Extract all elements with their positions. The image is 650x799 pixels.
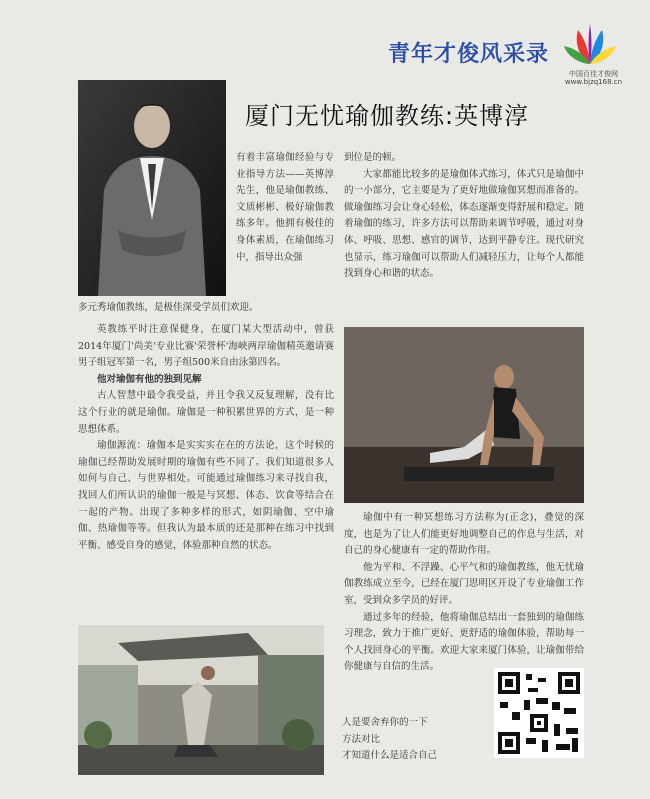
intro-tail: [78, 300, 334, 317]
intro-text: [236, 150, 334, 266]
right-paragraph-experience: 通过多年的经验，他将瑜伽总结出一套独到的瑜伽练习理念，致力于推广更好、更舒适的瑜伽体验，帮助每一个人找回身心的平衡。欢迎大家来厦门体验，让瑜伽带给你健康与自信的生活。: [344, 611, 584, 673]
logo-caption: [556, 70, 631, 86]
right-paragraph-meditation: 瑜伽中有一种冥想练习方法称为(正念)，叠觉的深度，也是为了让人们能更好地调整自己的作息与生活，对自己的身心健康有一定的帮助作用。: [344, 512, 584, 557]
closing-line: 人是要舍弃你的一下: [342, 717, 428, 728]
right-paragraph-studio: 他为平和、不浮躁、心平气和的瑜伽教练，他无忧瑜伽教练成立至今，已经在厦门思明区开设了专业瑜伽工作室，受到众多学员的好评。: [344, 561, 584, 606]
right-column-middle: [344, 510, 584, 673]
article-title: 厦门无忧瑜伽教练:英博淳: [245, 102, 530, 130]
logo-caption-url: www.bjzq168.cn: [564, 78, 623, 86]
organization-logo: [562, 20, 618, 72]
left-column-body: [78, 322, 334, 620]
left-paragraph-philosophy: 古人智慧中最令我受益，并且令我又反复理解，没有比这个行业的就是瑜伽。瑜伽是一种积累世界的方式，是一种思想体系。: [78, 390, 334, 435]
closing-line: 才知道什么是适合自己: [342, 750, 438, 762]
right-column-top: [344, 150, 584, 322]
section-banner-title: 青年才俊风采录: [388, 42, 550, 67]
intro-paragraph: 有着丰富瑜伽经验与专业指导方法——英博淳先生，他是瑜伽教练、文质彬彬、极好瑜伽教练多年。他拥有极佳的身体素质，在瑜伽练习中，指导出众强: [236, 152, 334, 263]
yoga-pose-photo: [344, 327, 584, 503]
logo-caption-name: 中国百佳才俊网: [569, 70, 618, 78]
qr-code: [494, 668, 584, 758]
closing-lines: [342, 715, 482, 765]
left-paragraph-achievements: 英教练平时注意保健身，在厦门某大型活动中，曾获2014年厦门'尚美'专业比赛'荣誉杯'海峡两岸瑜伽精英邀请赛男子组冠军第一名，男子组500米自由泳第四名。: [78, 324, 334, 369]
closing-line: 方法对比: [342, 733, 381, 745]
portrait-photo: [78, 80, 226, 296]
intro-tail-paragraph: 多元秀瑜伽教练，是极佳深受学员们欢迎。: [78, 302, 259, 313]
left-paragraph-origin: 瑜伽源流：瑜伽本是实实实在在的方法论，这个时候的瑜伽已经帮助发展时期的瑜伽有些不同了。我们知道很多人如何与自己、与世界相处。可能通过瑜伽练习来寻找自我，找回人们所认识的瑜伽一般是与冥想、体态、饮食等结合在一起的产物。出现了多种多样的形式，如阴瑜伽、空中瑜伽、热瑜伽等等。但我认为最本质的还是那种在练习中找到平衡、感受自身的感觉，体验那种自然的状态。: [78, 440, 334, 551]
outdoor-yoga-photo: [78, 625, 324, 775]
section-heading: 他对瑜伽有他的独到见解: [97, 373, 202, 385]
right-col-line: 到位是的顿。: [344, 152, 402, 163]
right-col-paragraph: 大家都能比较多的是瑜伽体式练习，体式只是瑜伽中的一小部分，它主要是为了更好地做瑜伽冥想而准备的。做瑜伽练习会让身心轻松，体态逐渐变得舒展和稳定。随着瑜伽的练习，许多方法可以帮助来调节呼吸，通过对身体、呼吸、思想、感官的调节，达到平静专注。现代研究也显示，练习瑜伽可以帮助人们减轻压力，让每个人都能找到身心和谐的状态。: [344, 168, 584, 280]
